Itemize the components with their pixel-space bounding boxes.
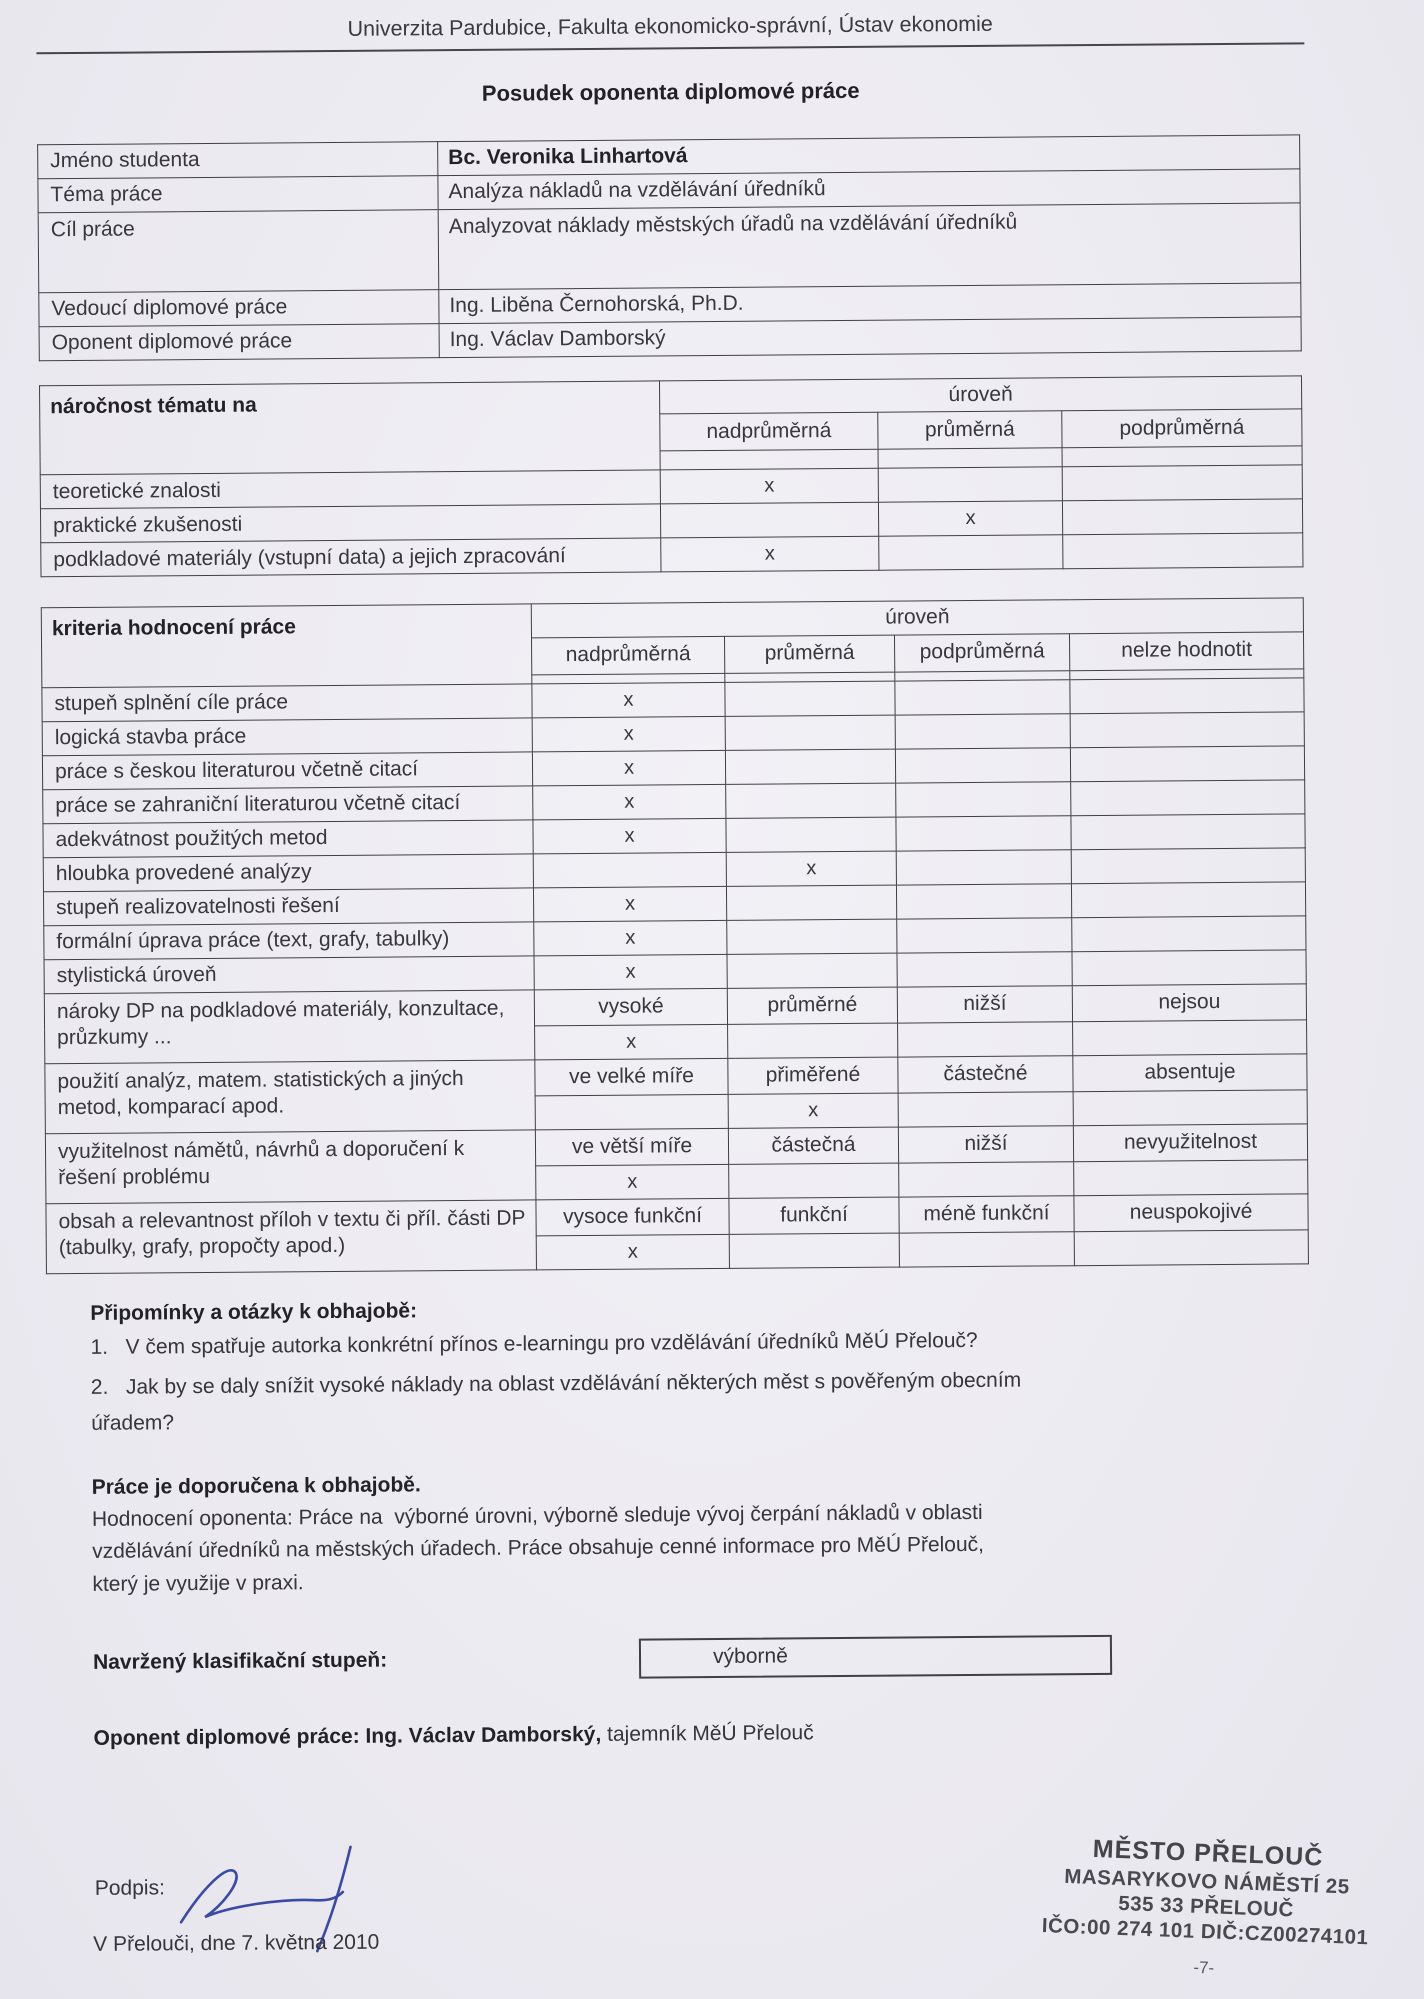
column-header: nelze hodnotit	[1069, 631, 1303, 670]
mark-cell: x	[536, 1164, 729, 1200]
mark-cell	[895, 747, 1070, 782]
stamp-line: IČO:00 274 101 DIČ:CZ00274101	[1041, 1913, 1369, 1949]
spacer-cell	[1062, 446, 1302, 467]
info-label: Cíl práce	[38, 210, 439, 293]
level-header: úroveň	[659, 376, 1301, 414]
option-label: ve velké míře	[535, 1058, 728, 1096]
info-label: Téma práce	[38, 176, 438, 213]
spacer-cell	[878, 448, 1062, 468]
mark-cell	[1063, 533, 1303, 569]
criterion-label: stupeň realizovatelnosti řešení	[43, 887, 533, 925]
topic-difficulty-table	[39, 375, 1303, 577]
mark-cell	[899, 1161, 1074, 1196]
criterion-label: práce s českou literaturou včetně citací	[42, 751, 532, 789]
mark-cell	[878, 467, 1062, 502]
place-and-date: V Přelouči, dne 7. května 2010	[93, 1930, 380, 1956]
mark-cell	[726, 817, 896, 852]
mark-cell: x	[532, 750, 725, 786]
mark-cell: x	[660, 468, 878, 504]
criterion-label: práce se zahraniční literaturou včetně citací	[43, 785, 533, 823]
mark-cell: x	[535, 1024, 728, 1060]
option-label: nejsou	[1072, 983, 1306, 1021]
stamp-line: 535 33 PŘELOUČ	[1117, 1891, 1295, 1921]
page-title: Posudek oponenta diplomové práce	[481, 77, 860, 106]
opponent-title: tajemník MěÚ Přelouč	[601, 1721, 814, 1747]
recommendation-section	[92, 1466, 1323, 1601]
student-name: Bc. Veronika Linhartová	[438, 135, 1300, 176]
mark-cell	[899, 1231, 1074, 1266]
criteria-table-title: kriteria hodnocení práce	[41, 604, 532, 687]
mark-cell	[1062, 465, 1302, 501]
mark-cell: x	[726, 851, 896, 886]
difficulty-table-title: náročnost tématu na	[40, 381, 661, 475]
mark-cell: x	[533, 818, 726, 854]
mark-cell	[1070, 677, 1304, 713]
mark-cell	[1071, 847, 1305, 883]
mark-cell: x	[533, 886, 726, 922]
mark-cell	[726, 885, 896, 920]
mark-cell	[896, 849, 1071, 884]
info-label: Oponent diplomové práce	[39, 324, 439, 361]
option-label: méně funkční	[899, 1195, 1074, 1232]
thesis-topic: Analýza nákladů na vzdělávání úředníků	[438, 169, 1300, 210]
column-header: nadprůměrná	[532, 636, 725, 675]
criterion-label: logická stavba práce	[42, 717, 532, 755]
remarks-heading: Připomínky a otázky k obhajobě:	[90, 1298, 418, 1325]
criterion-label: teoretické znalosti	[40, 470, 660, 509]
mark-cell	[1070, 711, 1304, 747]
remark-item: 1. V čem spatřuje autorka konkrétní přínos e-learningu pro vzdělávání úředníků MěÚ Přelouč?	[90, 1328, 978, 1359]
mark-cell	[1073, 1089, 1307, 1125]
level-header: úroveň	[531, 598, 1303, 637]
mark-cell	[897, 917, 1072, 952]
city-stamp	[989, 1830, 1424, 1986]
option-label: ve větší míře	[535, 1128, 728, 1166]
criterion-label: praktické zkušenosti	[40, 504, 660, 543]
mark-cell: x	[532, 682, 725, 718]
mark-cell	[896, 883, 1071, 918]
info-label: Jméno studenta	[38, 142, 438, 179]
grade-value-box: výborně	[639, 1635, 1112, 1679]
mark-cell	[896, 815, 1071, 850]
remark-item: 2. Jak by se daly snížit vysoké náklady na oblast vzdělávání některých měst s pověřeným obecním úřadem?	[90, 1368, 1022, 1435]
mark-cell	[729, 1163, 899, 1198]
mark-cell: x	[661, 536, 879, 572]
criterion-label: použití analýz, matem. statistických a jiných metod, komparací apod.	[45, 1059, 536, 1133]
signature-label: Podpis:	[94, 1876, 165, 1900]
mark-cell	[727, 919, 897, 954]
mark-cell	[535, 1094, 728, 1130]
mark-cell: x	[536, 1234, 729, 1270]
criterion-label: stylistická úroveň	[44, 955, 534, 993]
mark-cell	[1074, 1229, 1308, 1265]
criterion-label: adekvátnost použitých metod	[43, 819, 533, 857]
mark-cell	[1062, 499, 1302, 535]
option-label: vysoké	[534, 988, 727, 1026]
option-label: nevyužitelnost	[1073, 1123, 1307, 1161]
mark-cell: x	[534, 920, 727, 956]
option-label: nižší	[897, 985, 1072, 1022]
mark-cell	[898, 1091, 1073, 1126]
stamp-line: MĚSTO PŘELOUČ	[1092, 1834, 1324, 1872]
thesis-goal: Analyzovat náklady městských úřadů na vzdělávání úředníků	[438, 203, 1301, 290]
mark-cell	[896, 781, 1071, 816]
mark-cell: x	[534, 954, 727, 990]
remarks-section	[90, 1292, 1321, 1442]
option-label: přiměřené	[728, 1057, 898, 1094]
criterion-label: stupeň splnění cíle práce	[42, 683, 532, 721]
mark-cell	[727, 953, 897, 988]
criterion-label: využitelnost námětů, návrhů a doporučení k řešení problému	[45, 1129, 536, 1203]
mark-cell	[897, 951, 1072, 986]
table-row	[38, 203, 1301, 293]
column-header: průměrná	[878, 411, 1062, 449]
mark-cell	[1071, 779, 1305, 815]
criterion-label: obsah a relevantnost příloh v textu či příl. části DP (tabulky, grafy, propočty apod.)	[46, 1199, 537, 1273]
column-header: nadprůměrná	[660, 412, 878, 451]
mark-cell	[1070, 745, 1304, 781]
university-header: Univerzita Pardubice, Fakulta ekonomicko-správní, Ústav ekonomie	[36, 9, 1304, 54]
mark-cell: x	[728, 1093, 898, 1128]
mark-cell	[898, 1021, 1073, 1056]
mark-cell	[895, 713, 1070, 748]
opponent-row	[94, 1717, 1424, 1752]
opponent-label-name: Oponent diplomové práce: Ing. Václav Damborský,	[93, 1723, 602, 1751]
info-label: Vedoucí diplomové práce	[39, 290, 439, 327]
option-label: neuspokojivé	[1074, 1193, 1308, 1231]
opponent-name: Ing. Václav Damborský	[439, 317, 1301, 358]
mark-cell	[1072, 915, 1306, 951]
option-label: absentuje	[1073, 1053, 1307, 1091]
mark-cell	[726, 783, 896, 818]
mark-cell	[1072, 949, 1306, 985]
supervisor-name: Ing. Liběna Černohorská, Ph.D.	[439, 283, 1301, 324]
mark-cell: x	[532, 716, 725, 752]
criterion-label: nároky DP na podkladové materiály, konzultace, průzkumy ...	[44, 989, 535, 1063]
column-header: podprůměrná	[1062, 409, 1302, 448]
mark-cell	[660, 502, 878, 538]
page-number: -7-	[1193, 1957, 1215, 1978]
mark-cell	[895, 679, 1070, 714]
mark-cell	[533, 852, 726, 888]
stamp-line: MASARYKOVO NÁMĚSTÍ 25	[1063, 1864, 1351, 1899]
criteria-table	[41, 598, 1309, 1274]
option-label: částečné	[898, 1055, 1073, 1092]
option-label: funkční	[729, 1197, 899, 1234]
mark-cell	[1074, 1159, 1308, 1195]
column-header: podprůměrná	[894, 633, 1069, 671]
student-info-table	[37, 134, 1302, 361]
recommendation-heading: Práce je doporučena k obhajobě.	[91, 1473, 421, 1499]
mark-cell	[725, 681, 895, 716]
option-label: průměrné	[727, 987, 897, 1024]
option-label: částečná	[728, 1127, 898, 1164]
mark-cell	[1073, 1019, 1307, 1055]
recommendation-body: Hodnocení oponenta: Práce na výborné úrovni, výborně sleduje vývoj čerpání nákladů v oblasti vzdělávání úředníků na městských úřadech. Práce obsahuje cenné informace pro MěÚ Přelouč, který je využije v praxi.	[91, 1500, 985, 1596]
mark-cell: x	[533, 784, 726, 820]
spacer-cell	[660, 449, 878, 470]
mark-cell	[725, 715, 895, 750]
mark-cell	[725, 749, 895, 784]
grade-label: Navržený klasifikační stupeň:	[92, 1649, 388, 1675]
mark-cell	[729, 1233, 899, 1268]
column-header: průměrná	[724, 635, 894, 673]
mark-cell	[1071, 813, 1305, 849]
mark-cell: x	[878, 501, 1062, 536]
criterion-label: hloubka provedené analýzy	[43, 853, 533, 891]
criterion-label: formální úprava práce (text, grafy, tabulky)	[44, 921, 534, 959]
mark-cell	[1071, 881, 1305, 917]
criterion-label: podkladové materiály (vstupní data) a jejich zpracování	[41, 538, 661, 577]
mark-cell	[728, 1023, 898, 1058]
option-label: nižší	[898, 1125, 1073, 1162]
mark-cell	[879, 535, 1063, 570]
option-label: vysoce funkční	[536, 1198, 729, 1236]
grade-row	[93, 1633, 1424, 1684]
